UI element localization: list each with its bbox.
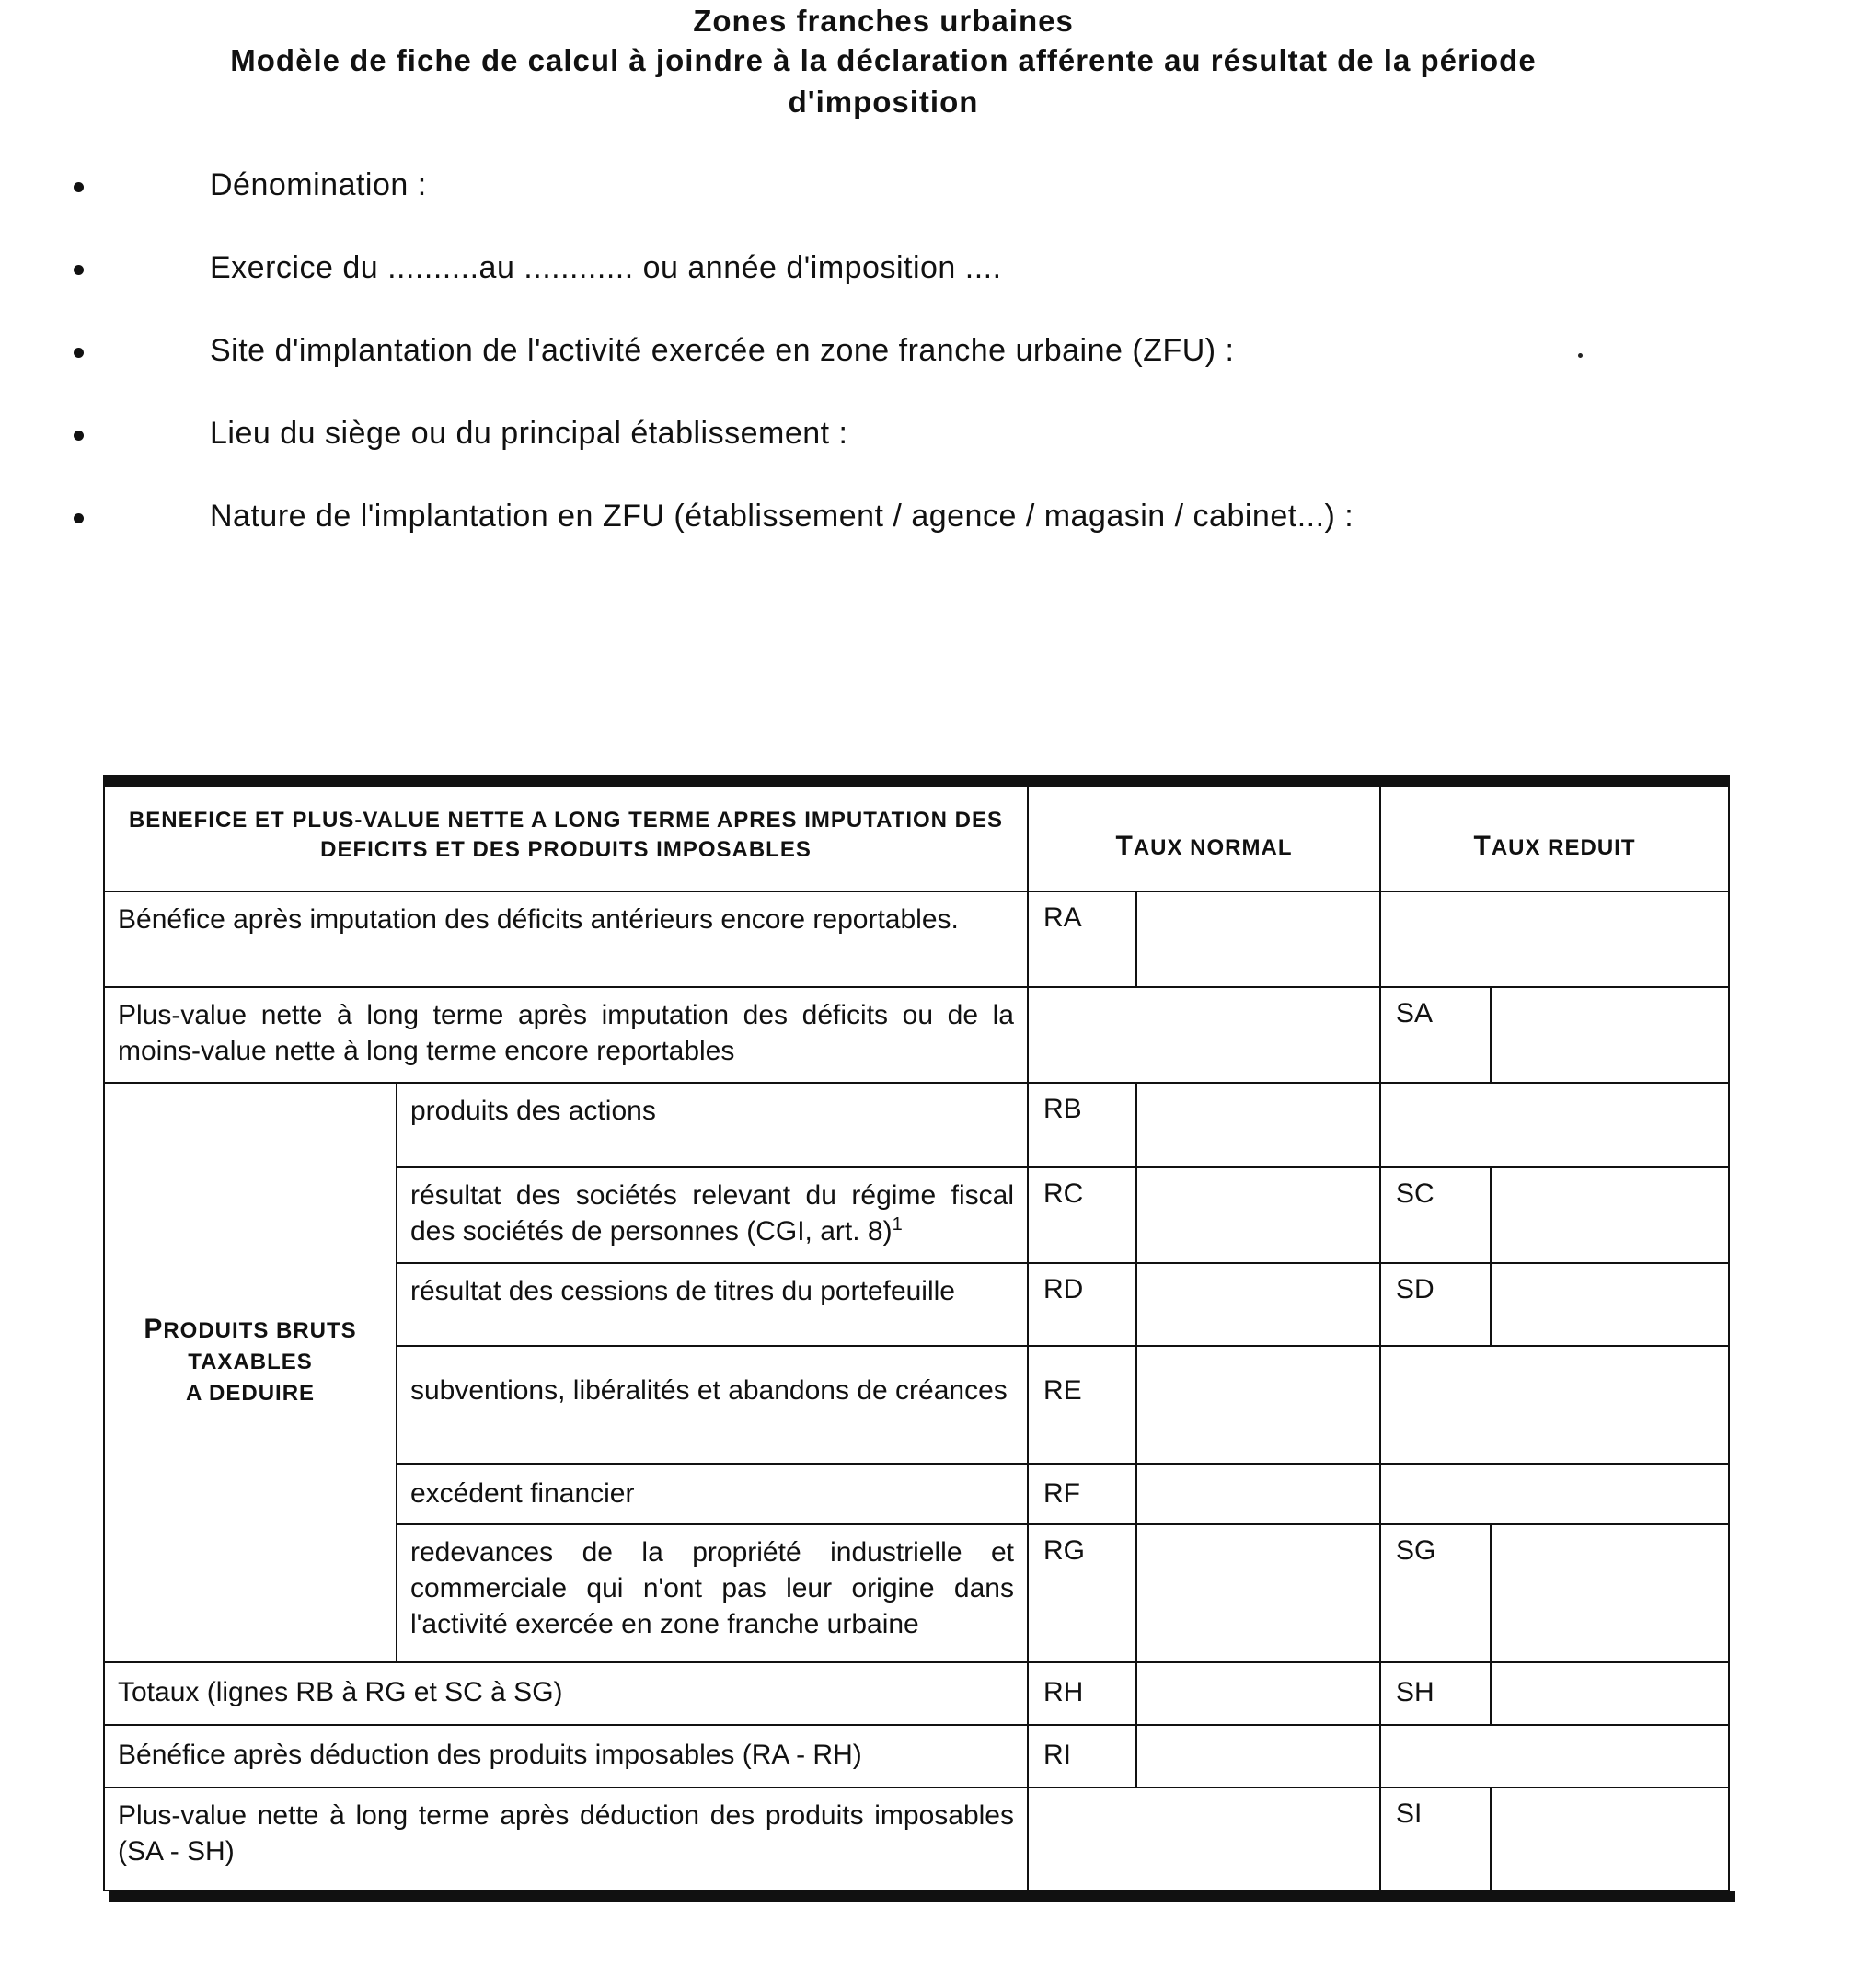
row-rh-normal-input[interactable]	[1135, 1661, 1381, 1726]
row-rb-label: produits des actions	[396, 1082, 1029, 1168]
row-re-reduit-empty	[1379, 1345, 1730, 1465]
row-si-label: Plus-value nette à long terme après déduction des produits imposables (SA - SH)	[103, 1787, 1029, 1891]
row-rf-code: RF	[1027, 1463, 1137, 1525]
row-rg-normal-input[interactable]	[1135, 1523, 1381, 1663]
group-produits-bruts: PRODUITS BRUTS TAXABLES A DEDUIRE	[103, 1082, 398, 1663]
row-re-code: RE	[1027, 1345, 1137, 1465]
page-title: Zones franches urbaines	[693, 4, 1074, 38]
row-rb-normal-input[interactable]	[1135, 1082, 1381, 1168]
page-subtitle-line2: d'imposition	[788, 85, 979, 119]
row-ri-normal-input[interactable]	[1135, 1724, 1381, 1788]
row-sd-reduit-input[interactable]	[1490, 1262, 1730, 1347]
row-si-reduit-input[interactable]	[1490, 1787, 1730, 1891]
row-sc-reduit-input[interactable]	[1490, 1166, 1730, 1264]
row-re-label: subventions, libéralités et abandons de créances	[396, 1345, 1029, 1465]
scan-speck	[1578, 353, 1583, 358]
row-ra-code: RA	[1027, 891, 1137, 988]
row-sa-reduit-input[interactable]	[1490, 986, 1730, 1084]
bullet-icon	[74, 265, 84, 275]
row-si-code: SI	[1379, 1787, 1492, 1891]
row-ri-label: Bénéfice après déduction des produits imposables (RA - RH)	[103, 1724, 1029, 1788]
table-header-taux-reduit: TAUX REDUIT	[1379, 786, 1730, 892]
bullet-icon	[74, 348, 84, 358]
row-sc-code: SC	[1379, 1166, 1492, 1264]
row-sd-code: SD	[1379, 1262, 1492, 1347]
row-rg-label: redevances de la propriété industrielle et commerciale qui n'ont pas leur origine dans l'activité exercée en zone franche urbaine	[396, 1523, 1029, 1663]
row-rh-label: Totaux (lignes RB à RG et SC à SG)	[103, 1661, 1029, 1726]
row-sh-reduit-input[interactable]	[1490, 1661, 1730, 1726]
row-ra-label: Bénéfice après imputation des déficits antérieurs encore reportables.	[103, 891, 1029, 988]
row-ri-reduit-empty	[1379, 1724, 1730, 1788]
row-rf-normal-input[interactable]	[1135, 1463, 1381, 1525]
bullet-icon	[74, 431, 84, 441]
row-rf-reduit-empty	[1379, 1463, 1730, 1525]
row-sg-reduit-input[interactable]	[1490, 1523, 1730, 1663]
row-sa-label: Plus-value nette à long terme après imputation des déficits ou de la moins-value nette à long terme encore reportables	[103, 986, 1029, 1084]
row-si-normal-empty	[1027, 1787, 1381, 1891]
row-sg-code: SG	[1379, 1523, 1492, 1663]
row-ra-normal-input[interactable]	[1135, 891, 1381, 988]
row-sa-code: SA	[1379, 986, 1492, 1084]
row-rf-label: excédent financier	[396, 1463, 1029, 1525]
calculation-table	[103, 775, 1730, 1902]
row-rd-code: RD	[1027, 1262, 1137, 1347]
table-header-taux-normal: TAUX NORMAL	[1027, 786, 1381, 892]
row-rb-code: RB	[1027, 1082, 1137, 1168]
row-rc-normal-input[interactable]	[1135, 1166, 1381, 1264]
row-ra-reduit-empty	[1379, 891, 1730, 988]
row-rb-reduit-empty	[1379, 1082, 1730, 1168]
row-ri-code: RI	[1027, 1724, 1137, 1788]
row-rg-code: RG	[1027, 1523, 1137, 1663]
row-re-normal-input[interactable]	[1135, 1345, 1381, 1465]
row-rd-label: résultat des cessions de titres du portefeuille	[396, 1262, 1029, 1347]
form-page: Zones franches urbaines Modèle de fiche de calcul à joindre à la déclaration afférente au résultat de la période d'imposition Dénomination : Exercice du ..........au ............ ou année d'imposition .... Site d'implantation de l'activité exercée en zone franche urbaine (ZFU) : Lieu du siège ou du principal établissement : Nature de l'implantation en ZFU (établissement / agence / magasin / cabinet...) : BENEFICE ET PLUS-VALUE NETTE A LONG TERME APRES IMPUTATION DES DEFICITS ET DES PRODUITS IMPOSABLES TAUX NORMAL TAUX REDUIT Bénéfice après imputation des déficits antérieurs encore reportables. RA Plus-value nette à long terme après imputation des déficits ou de la moins-value nette à long terme encore reportables SA PRODUITS BRUTS TAXABLES A DEDUIRE produits des actions RB résultat des sociétés relevant du régime fiscal des sociétés de personnes (CGI, art. 8)$^1$ RC SC résultat des cessions de titres du portefeuille RD SD subventions, libéralités et abandons de créances RE excédent financier RF redevances de la propriété industrielle et commerciale qui n'ont pas leur origine dans l'activité exercée en zone franche urbaine RG SG Totaux (lignes RB à RG et SC à SG) RH SH Bénéfice après déduction des produits imposables (RA - RH) RI Plus-value nette à long terme après déduction des produits imposables (SA - SH) SI	[0, 0, 1855, 1988]
bullet-icon	[74, 513, 84, 523]
row-sh-code: SH	[1379, 1661, 1492, 1726]
page-subtitle-line1: Modèle de fiche de calcul à joindre à la déclaration afférente au résultat de la période	[230, 43, 1537, 77]
row-rc-label: résultat des sociétés relevant du régime fiscal des sociétés de personnes (CGI, art. 8)$^1$	[396, 1166, 1029, 1264]
row-sa-normal-empty	[1027, 986, 1381, 1084]
row-rd-normal-input[interactable]	[1135, 1262, 1381, 1347]
row-rh-code: RH	[1027, 1661, 1137, 1726]
table-header-main: BENEFICE ET PLUS-VALUE NETTE A LONG TERME APRES IMPUTATION DES DEFICITS ET DES PRODUITS IMPOSABLES	[103, 786, 1029, 892]
table-bottom-rule	[109, 1891, 1735, 1902]
bullet-icon	[74, 182, 84, 192]
row-rc-code: RC	[1027, 1166, 1137, 1264]
